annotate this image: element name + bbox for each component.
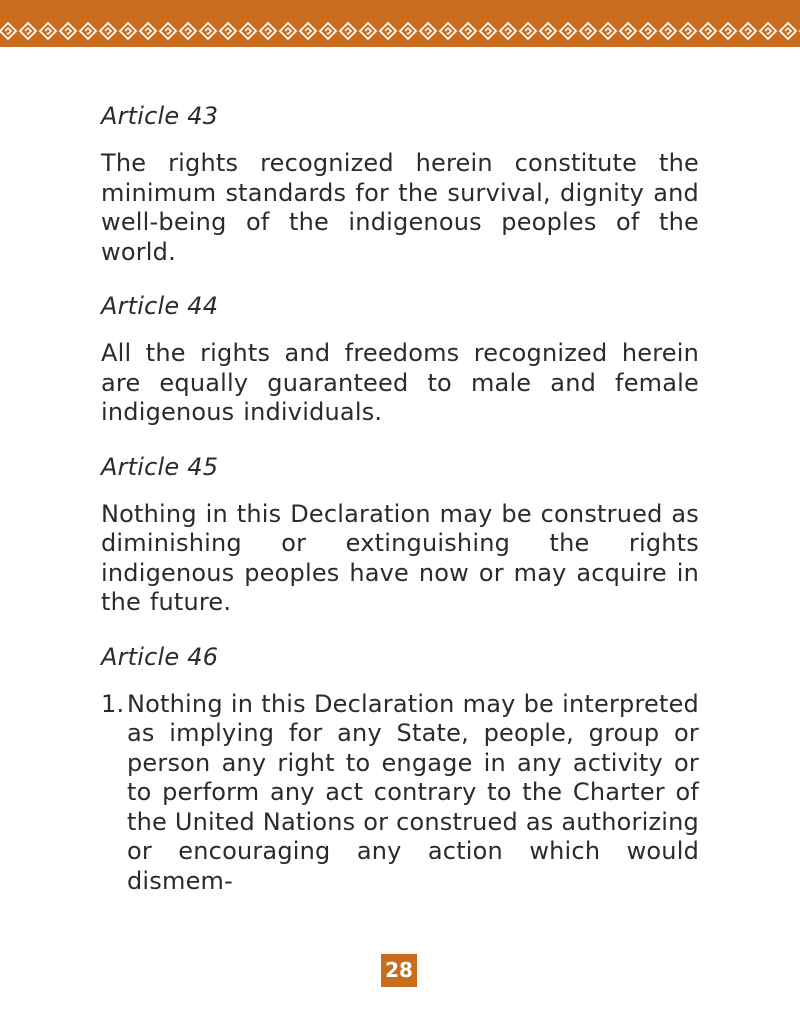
article-title: Article 44 xyxy=(101,292,219,320)
article-43 xyxy=(101,100,699,267)
top-ornamental-border xyxy=(0,0,800,47)
meander-border-pattern-icon xyxy=(0,0,800,47)
list-item-text: Nothing in this Declaration may be interpreted as implying for any State, people, group or person any right to engage in any activity or to perform any act contrary to the Charter of the United Nations or construed as authorizing or encouraging any action which would dismem- xyxy=(127,689,699,895)
list-item-number: 1. xyxy=(101,689,125,718)
article-title: Article 45 xyxy=(101,452,219,481)
document-body xyxy=(101,100,699,896)
article-item-list xyxy=(101,690,699,897)
list-item xyxy=(101,690,699,897)
page-number-badge: 28 xyxy=(381,954,417,987)
article-title: Article 46 xyxy=(101,642,219,671)
article-paragraph: The rights recognized herein constitute the minimum standards for the survival, dignity and well-being of the indigenous peoples of the world. xyxy=(101,149,699,266)
article-paragraph: Nothing in this Declaration may be construed as diminishing or extinguishing the rights indigenous peoples have now or may acquire in the future. xyxy=(101,499,699,616)
article-title: Article 43 xyxy=(101,102,219,130)
article-45 xyxy=(101,451,699,618)
article-46 xyxy=(101,641,699,897)
article-44 xyxy=(101,290,699,428)
article-paragraph: All the rights and freedoms recognized herein are equally guaranteed to male and female indigenous individuals. xyxy=(101,339,699,426)
